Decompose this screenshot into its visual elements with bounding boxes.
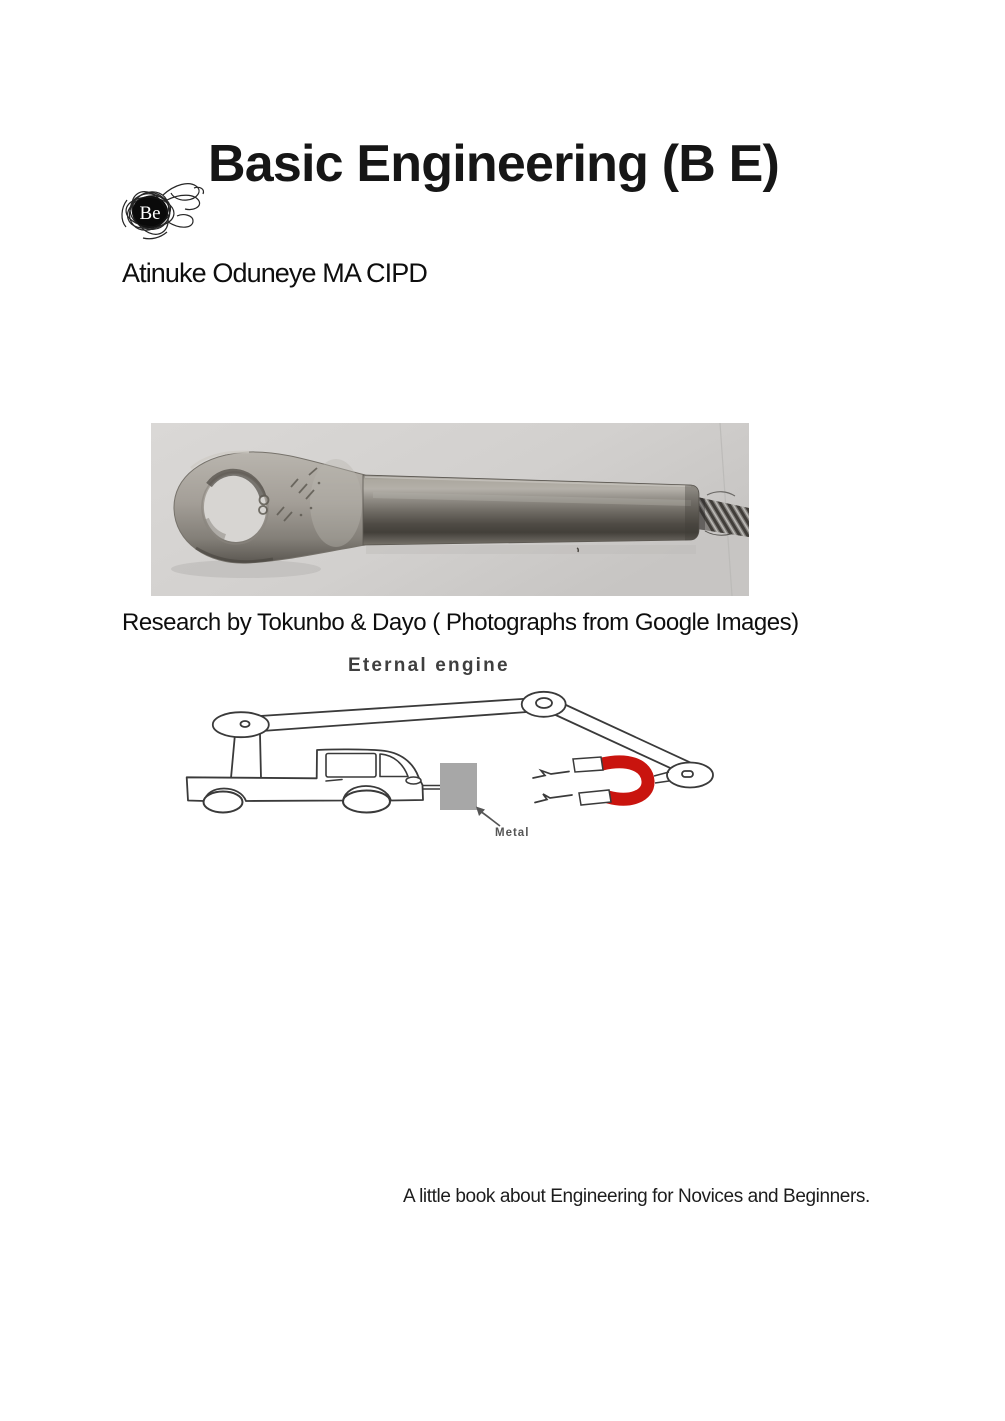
diagram-title: Eternal engine <box>348 655 510 676</box>
metal-callout <box>476 807 529 840</box>
headlight <box>406 777 421 784</box>
swage-eye-terminal-photo <box>151 423 749 596</box>
scribble-ball <box>122 184 204 241</box>
front-wheel <box>343 791 390 813</box>
eternal-engine-diagram <box>170 650 730 845</box>
magnet-pole-top <box>573 757 603 772</box>
mast <box>231 734 261 778</box>
research-credit: Research by Tokunbo & Dayo ( Photographs from Google Images) <box>122 609 799 636</box>
mast-pivot-wheel <box>213 712 269 737</box>
top-pivot-wheel <box>522 692 566 717</box>
pickup-truck <box>187 749 440 812</box>
horseshoe-magnet <box>573 757 669 805</box>
metal-plate <box>440 763 477 810</box>
boom-arm <box>244 698 541 731</box>
attraction-squiggles <box>533 771 572 803</box>
magnet-pole-bottom <box>579 790 611 805</box>
magnet-pivot-wheel <box>667 763 713 788</box>
terminal-barrel <box>363 475 699 545</box>
shadow <box>366 545 696 554</box>
metal-label: Metal <box>495 827 530 839</box>
rear-wheel <box>204 792 243 813</box>
author-line: Atinuke Oduneye MA CIPD <box>122 258 427 288</box>
tow-bar <box>423 786 440 790</box>
book-title: Basic Engineering (B E) <box>208 135 780 193</box>
eye-terminal-head <box>174 452 365 563</box>
logo-text: Be <box>139 203 161 224</box>
be-logo <box>115 180 210 242</box>
footer-note: A little book about Engineering for Novices and Beginners. <box>403 1186 870 1207</box>
metal-arrow <box>480 811 500 826</box>
